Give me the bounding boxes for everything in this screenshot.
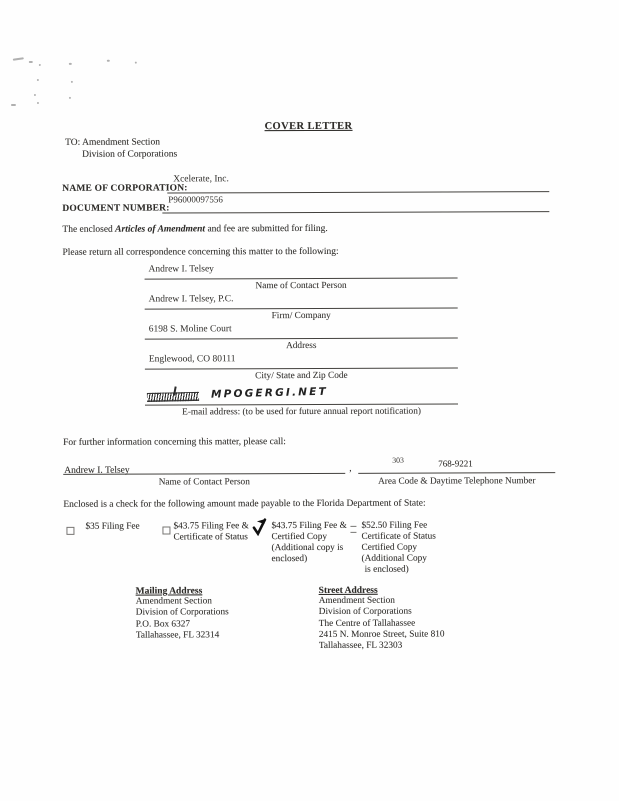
enclosed-statement-emphasis: Articles of Amendment: [115, 224, 206, 235]
scan-artifact: [71, 81, 73, 83]
address-line: Division of Corporations: [318, 606, 412, 618]
check-statement: Enclosed is a check for the following amount made payable to the Florida Department of State:: [63, 498, 426, 510]
fee-checkbox-35: [66, 527, 74, 535]
handwritten-checkmark-icon: [251, 517, 268, 536]
fee-option-line: Certificate of Status: [361, 531, 436, 542]
corporation-name-label: NAME OF CORPORATION:: [62, 183, 188, 194]
fee-option-line: $52.50 Filing Fee: [361, 520, 428, 531]
fee-option-line: (Additional copy is: [271, 542, 344, 554]
contact-name-caption: Name of Contact Person: [255, 280, 347, 292]
scan-artifact: [34, 94, 36, 96]
fee-checkbox-5250: [350, 526, 356, 533]
phone-name-underline: [63, 459, 345, 475]
address-line: Amendment Section: [318, 595, 395, 606]
fee-option-line: is enclosed): [364, 564, 409, 575]
address-line: Amendment Section: [135, 596, 212, 607]
fee-checkbox-4375-status: [162, 526, 170, 534]
phone-name-caption: Name of Contact Person: [158, 477, 250, 488]
address-line: Tallahassee, FL 32303: [318, 640, 403, 652]
phone-number-value: 768-9221: [438, 458, 473, 469]
to-section: [65, 137, 177, 160]
address-line: P.O. Box 6327: [135, 619, 191, 630]
enclosed-statement-post: and fee are submitted for filing.: [205, 223, 328, 235]
fee-option-line: $43.75 Filing Fee &: [271, 520, 347, 532]
area-code-value: 303: [392, 455, 404, 465]
page-title: COVER LETTER: [264, 120, 353, 133]
to-line2: Division of Corporations: [82, 148, 178, 160]
street-address-header: Street Address: [318, 585, 378, 596]
fee-option-line: Certificate of Status: [173, 532, 248, 543]
firm-caption: Firm/ Company: [271, 310, 331, 322]
enclosed-statement: [62, 224, 327, 236]
fee-option-4375-status: [173, 521, 248, 543]
address-value: 6198 S. Moline Court: [145, 323, 458, 339]
mailing-address-header: Mailing Address: [135, 586, 203, 597]
city-state-zip-caption: City/ State and Zip Code: [255, 370, 348, 382]
firm-field: [145, 293, 458, 321]
scan-artifact: [69, 63, 72, 65]
scribbled-out-text: [147, 392, 199, 402]
handwritten-email-value: MPOGERGI.NET: [210, 385, 329, 401]
address-line: Tallahassee, FL 32314: [135, 630, 220, 641]
scan-artifact: [135, 62, 137, 64]
address-line: The Centre of Tallahassee: [318, 618, 416, 629]
fee-option-35: [85, 522, 139, 533]
contact-form: [145, 263, 459, 420]
phone-name-value: Andrew I. Telsey: [64, 465, 130, 476]
scan-artifact: [69, 97, 71, 99]
to-label: TO:: [65, 137, 81, 148]
to-line1: Amendment Section: [82, 137, 160, 148]
city-state-zip-value: Englewood, CO 80111: [145, 353, 458, 369]
fee-option-line: $43.75 Filing Fee &: [173, 521, 249, 532]
further-info-statement: For further information concerning this matter, please call:: [63, 437, 286, 448]
email-field: [145, 386, 458, 417]
phone-number-caption: Area Code & Daytime Telephone Number: [378, 476, 536, 487]
mailing-address-block: [136, 586, 311, 642]
city-state-zip-field: [145, 353, 458, 381]
email-caption: E-mail address: (to be used for future annual report notification): [182, 406, 421, 418]
scan-artifact: [39, 64, 41, 66]
contact-name-value: Andrew I. Telsey: [145, 263, 458, 279]
fee-option-5250: [361, 521, 436, 576]
scan-artifact: [107, 60, 110, 62]
address-caption: Address: [286, 340, 317, 352]
address-line: 2415 N. Monroe Street, Suite 810: [318, 629, 445, 640]
firm-value: Andrew I. Telsey, P.C.: [145, 293, 458, 309]
scan-artifact: [29, 61, 33, 63]
document-number-value: P96000097556: [168, 194, 223, 205]
phone-number-underline: [358, 455, 555, 474]
corporation-name-field: [167, 173, 549, 193]
scan-artifact: [37, 79, 39, 81]
fee-option-4375-copy: [271, 521, 347, 565]
enclosed-statement-pre: The enclosed: [62, 224, 116, 235]
fee-option-line: Certified Copy: [361, 542, 418, 553]
scan-artifact: [37, 102, 39, 104]
fee-option-line: enclosed): [271, 554, 308, 565]
return-statement: Please return all correspondence concerning this matter to the following:: [62, 246, 339, 258]
fee-option-line: (Additional Copy: [361, 553, 427, 564]
fee-option-line: $35 Filing Fee: [85, 521, 140, 532]
document-number-field: [162, 193, 549, 213]
contact-name-field: [145, 263, 458, 291]
scan-artifact: [11, 104, 16, 106]
scan-artifacts: [0, 0, 618, 1]
fee-option-line: Certified Copy: [271, 531, 328, 543]
phone-separator: ,: [349, 463, 352, 474]
street-address-block: [319, 585, 539, 652]
document-number-label: DOCUMENT NUMBER:: [62, 203, 170, 214]
address-field: [145, 323, 458, 351]
corporation-name-value: Xcelerate, Inc.: [173, 174, 229, 185]
scan-artifact: [13, 57, 24, 61]
address-line: Division of Corporations: [135, 607, 229, 618]
